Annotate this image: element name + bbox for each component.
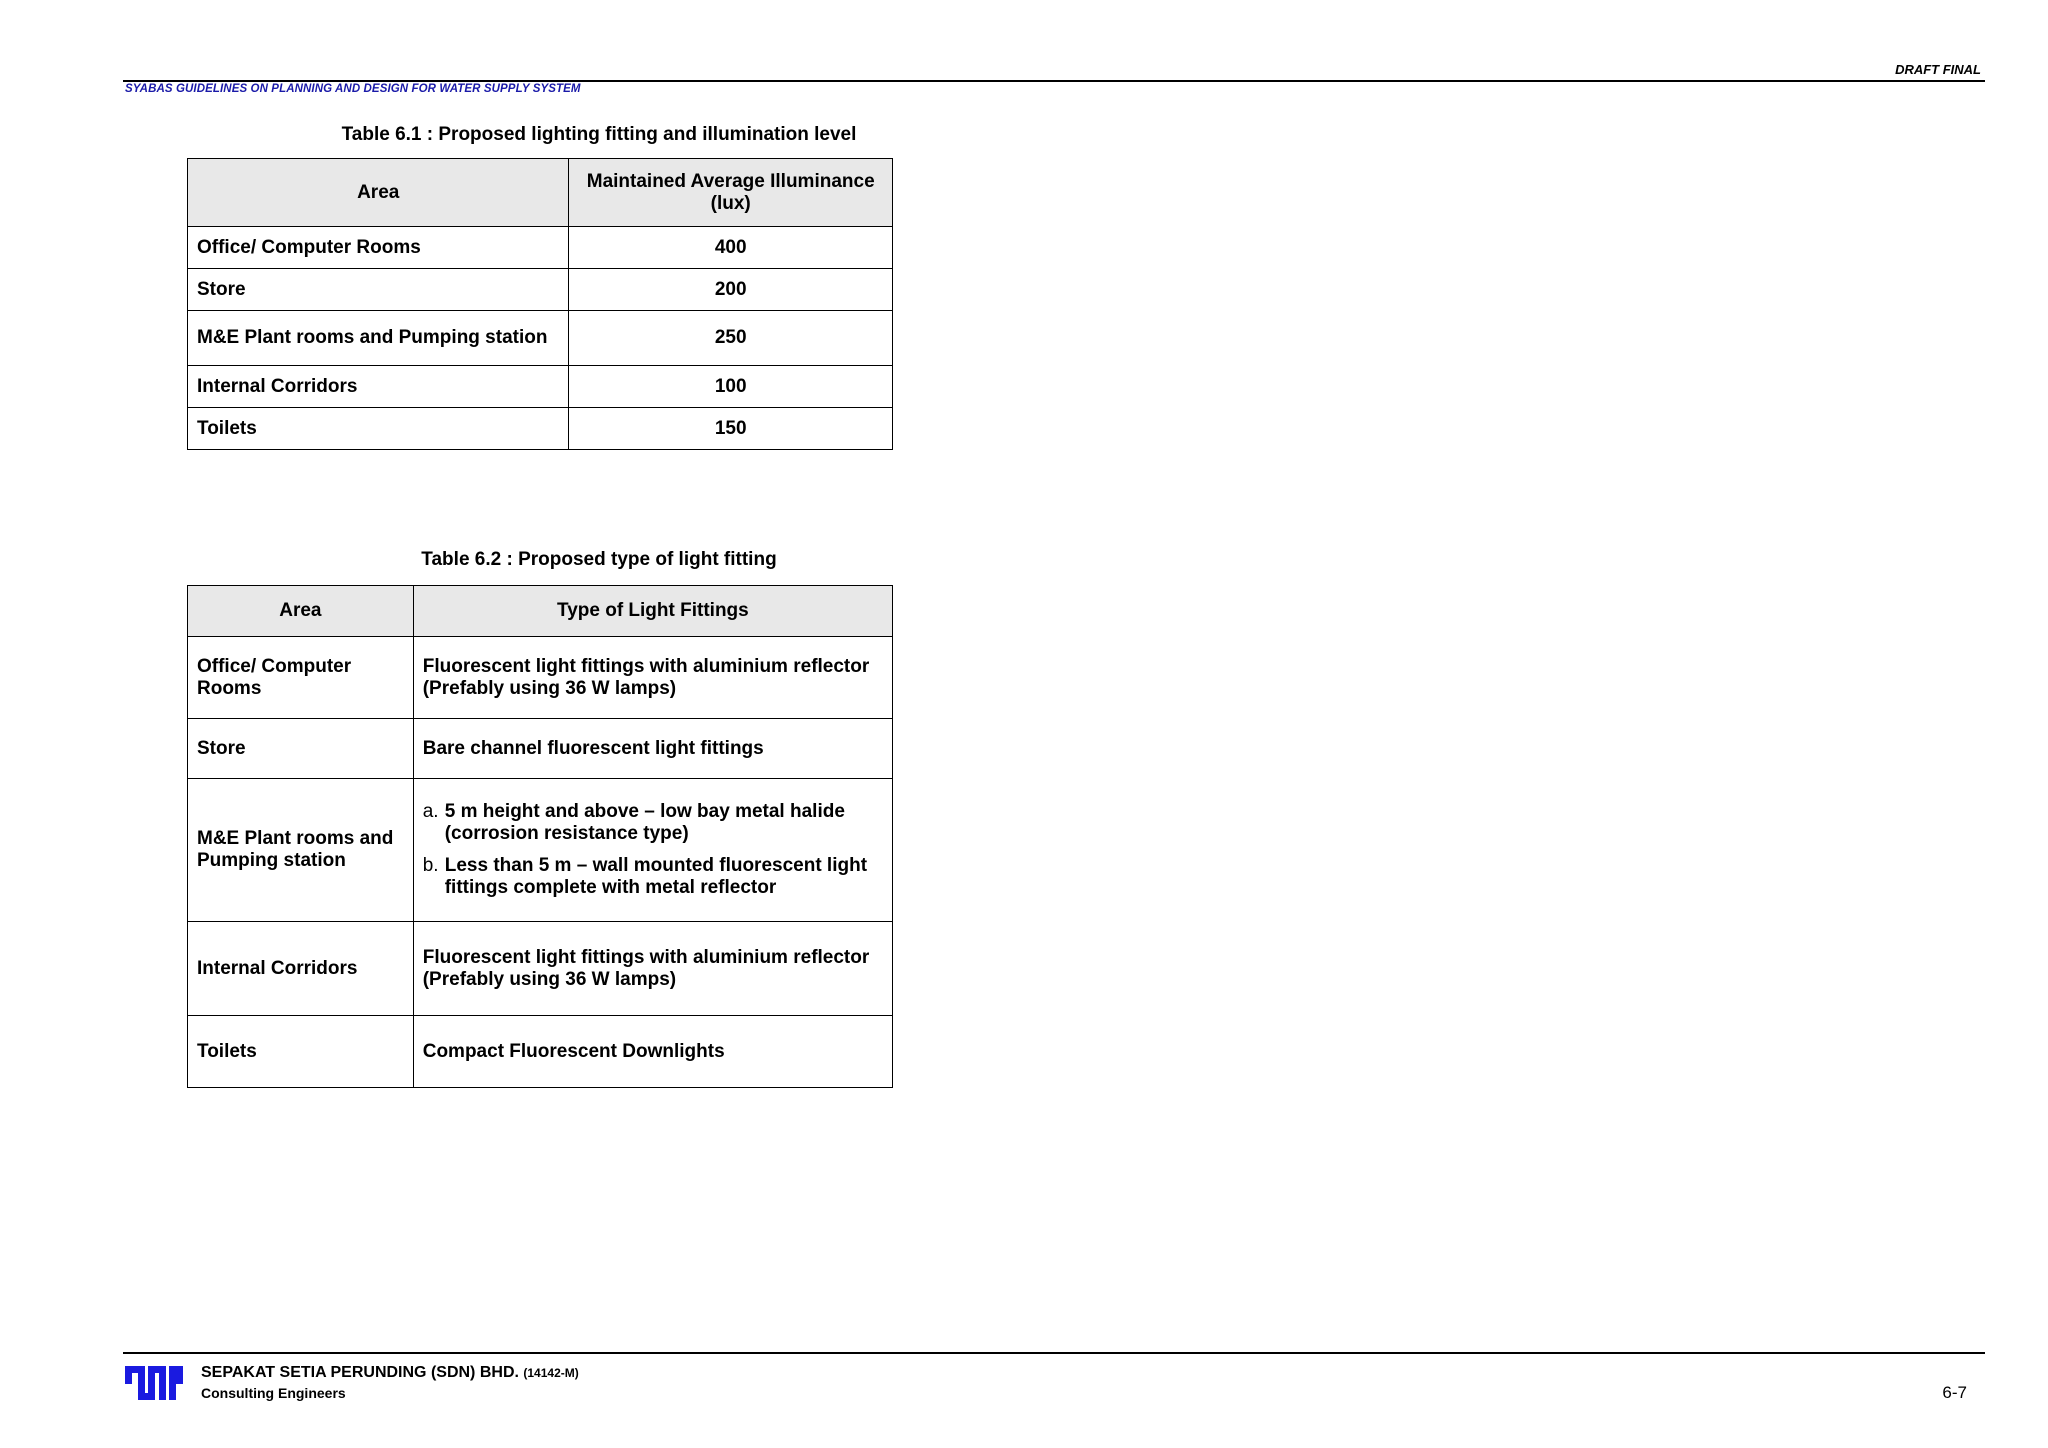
list-item xyxy=(423,855,883,899)
list-marker: b. xyxy=(422,855,439,876)
cell-area: Internal Corridors xyxy=(188,922,414,1016)
table2-caption: Table 6.2 : Proposed type of light fitting xyxy=(421,549,777,570)
cell-area: Office/ Computer Rooms xyxy=(188,227,569,269)
light-fitting-table xyxy=(187,585,893,1088)
cell-area: M&E Plant rooms and Pumping station xyxy=(188,311,569,366)
page-number: 6-7 xyxy=(1942,1383,1967,1402)
table-row xyxy=(188,1016,893,1088)
cell-fitting-type: Fluorescent light fittings with aluminium reflector (Prefably using 36 W lamps) xyxy=(413,637,892,719)
cell-area: Toilets xyxy=(188,1016,414,1088)
footer-rule xyxy=(123,1352,1985,1354)
table-row xyxy=(188,311,893,366)
cell-fitting-type: Bare channel fluorescent light fittings xyxy=(413,719,892,779)
cell-area: Toilets xyxy=(188,408,569,450)
table-header-row xyxy=(188,586,893,637)
cell-fitting-type: Fluorescent light fittings with aluminium reflector (Prefably using 36 W lamps) xyxy=(413,922,892,1016)
table-row xyxy=(188,637,893,719)
header-area: Area xyxy=(188,159,569,227)
table-row xyxy=(188,269,893,311)
list-item xyxy=(423,801,883,845)
table-row xyxy=(188,408,893,450)
cell-fitting-type xyxy=(413,779,892,922)
cell-lux: 400 xyxy=(569,227,893,269)
cell-area: Store xyxy=(188,269,569,311)
header-illuminance: Maintained Average Illuminance (lux) xyxy=(569,159,893,227)
table1-caption: Table 6.1 : Proposed lighting fitting and illumination level xyxy=(341,124,857,145)
document-title: SYABAS GUIDELINES ON PLANNING AND DESIGN FOR WATER SUPPLY SYSTEM xyxy=(125,83,581,95)
table-row xyxy=(188,922,893,1016)
cell-area: M&E Plant rooms and Pumping station xyxy=(188,779,414,922)
table-row xyxy=(188,779,893,922)
header-fitting-type: Type of Light Fittings xyxy=(413,586,892,637)
cell-lux: 100 xyxy=(569,366,893,408)
fitting-list xyxy=(423,801,883,899)
cell-area: Store xyxy=(188,719,414,779)
company-subtitle: Consulting Engineers xyxy=(201,1385,346,1401)
list-item-text: Less than 5 m – wall mounted fluorescent light fittings complete with metal reflector xyxy=(444,855,868,898)
company-logo-icon xyxy=(125,1366,183,1400)
cell-lux: 200 xyxy=(569,269,893,311)
cell-area: Internal Corridors xyxy=(188,366,569,408)
table-row xyxy=(188,366,893,408)
cell-area: Office/ Computer Rooms xyxy=(188,637,414,719)
table-row xyxy=(188,227,893,269)
cell-fitting-type: Compact Fluorescent Downlights xyxy=(413,1016,892,1088)
company-name xyxy=(201,1364,579,1382)
illumination-table xyxy=(187,158,893,450)
header-area: Area xyxy=(188,586,414,637)
list-item-text: 5 m height and above – low bay metal halide (corrosion resistance type) xyxy=(444,801,845,844)
draft-status: DRAFT FINAL xyxy=(1895,62,1981,77)
cell-lux: 250 xyxy=(569,311,893,366)
company-name-text: SEPAKAT SETIA PERUNDING (SDN) BHD. xyxy=(201,1364,519,1381)
header-rule xyxy=(123,80,1985,82)
table-row xyxy=(188,719,893,779)
list-marker: a. xyxy=(422,801,439,822)
company-reg-number: (14142-M) xyxy=(523,1366,579,1380)
table-header-row xyxy=(188,159,893,227)
cell-lux: 150 xyxy=(569,408,893,450)
